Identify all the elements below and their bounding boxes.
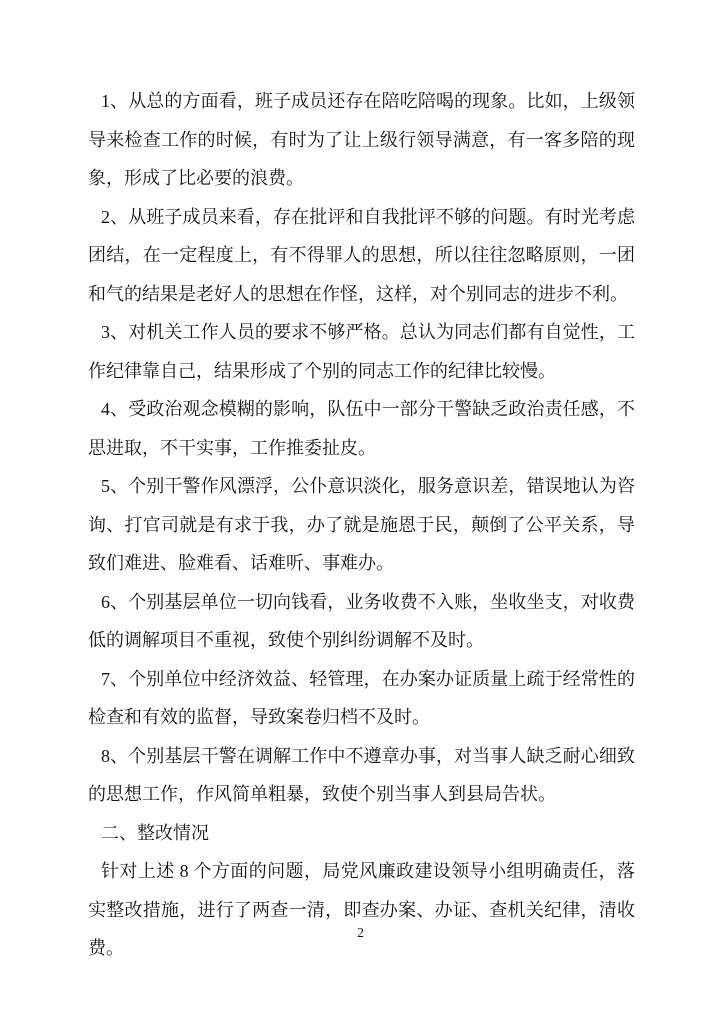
section-heading-rectification: 二、整改情况 [101, 822, 209, 843]
issue-item-5: 5、个别干警作风漂浮，公仆意识淡化，服务意识差，错误地认为咨询、打官司就是有求于我，办了就是施恩于民，颠倒了公平关系，导致们难进、脸难看、话难听、事难办。 [88, 476, 635, 573]
document-body [88, 82, 635, 968]
issue-item-6: 6、个别基层单位一切向钱看，业务收费不入账，坐收坐支，对收费低的调解项目不重视，致使个别纠纷调解不及时。 [88, 591, 635, 650]
issue-item-3: 3、对机关工作人员的要求不够严格。总认为同志们都有自觉性，工作纪律靠自己，结果形成了个别的同志工作的纪律比较慢。 [88, 322, 635, 381]
issue-item-8: 8、个别基层干警在调解工作中不遵章办事，对当事人缺乏耐心细致的思想工作，作风简单粗暴，致使个别当事人到县局告状。 [88, 745, 635, 804]
issue-item-4: 4、受政治观念模糊的影响，队伍中一部分干警缺乏政治责任感，不思进取，不干实事，工作推委扯皮。 [88, 399, 635, 458]
page-number: 2 [357, 926, 364, 941]
issue-item-7: 7、个别单位中经济效益、轻管理，在办案办证质量上疏于经常性的检查和有效的监督，导致案卷归档不及时。 [88, 668, 635, 727]
issue-item-2: 2、从班子成员来看，存在批评和自我批评不够的问题。有时光考虑团结，在一定程度上，有不得罪人的思想，所以往往忽略原则，一团和气的结果是老好人的思想在作怪，这样，对个别同志的进步不利。 [88, 206, 635, 304]
rectification-intro: 针对上述 8 个方面的问题，局党风廉政建设领导小组明确责任，落实整改措施，进行了两查一清，即查办案、办证、查机关纪律，清收费。 [88, 861, 635, 958]
issue-item-1: 1、从总的方面看，班子成员还存在陪吃陪喝的现象。比如，上级领导来检查工作的时候，有时为了让上级行领导满意，有一客多陪的现象，形成了比必要的浪费。 [88, 91, 635, 188]
